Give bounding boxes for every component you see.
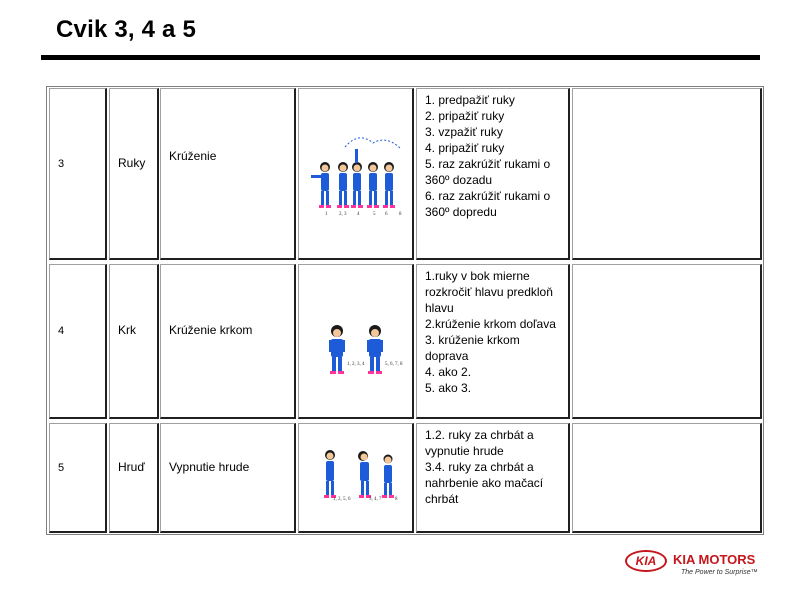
row-4-part-cell	[109, 264, 159, 419]
exercise-name: Vypnutie hrude	[169, 460, 250, 474]
body-part: Ruky	[118, 156, 146, 170]
body-part: Hruď	[118, 460, 145, 474]
exercise-table	[46, 86, 764, 535]
row-5-number-cell	[49, 423, 107, 533]
row-4-number-cell	[49, 264, 107, 419]
figure-number: 4	[357, 212, 360, 217]
figure-3	[351, 149, 363, 208]
row-number: 3	[58, 158, 65, 170]
row-5-name-cell	[160, 423, 296, 533]
figure-number: 8	[399, 212, 402, 217]
body-part: Krk	[118, 323, 136, 337]
row-3-empty-cell	[572, 88, 762, 260]
figure-number: 1	[325, 212, 328, 217]
row-4-name-cell	[160, 264, 296, 419]
logo-tagline: The Power to Surprise™	[681, 569, 758, 576]
arm-circling-figures	[307, 109, 407, 229]
figure-2	[358, 451, 371, 498]
figure-number: 1, 2, 3, 4	[347, 362, 365, 367]
row-3-figure-cell	[298, 88, 414, 260]
row-4-empty-cell	[572, 264, 762, 419]
row-4-description-cell	[416, 264, 570, 419]
row-number: 4	[58, 325, 65, 337]
kia-motors-logo	[625, 548, 765, 582]
row-3-name-cell	[160, 88, 296, 260]
kia-oval-mark: KIA	[625, 550, 667, 572]
exercise-description: 1. predpažiť ruky 2. pripažiť ruky 3. vzpažiť ruky 4. pripažiť ruky 5. raz zakrúžiť rukami o 360º dozadu 6. raz zakrúžiť rukami o 360º dopredu	[425, 93, 551, 219]
exercise-description: 1.ruky v bok mierne rozkročiť hlavu predkloň hlavu 2.krúženie krkom doľava 3. krúženie krkom doprava 4. ako 2. 5. ako 3.	[425, 269, 556, 395]
figure-number: 8	[395, 497, 398, 502]
figure-number: 2, 3	[339, 212, 347, 217]
neck-circling-figures	[307, 285, 407, 395]
figure-number: 3, 4, 7	[369, 497, 382, 502]
row-3-description-cell	[416, 88, 570, 260]
row-5-description-cell	[416, 423, 570, 533]
page-title: Cvik 3, 4 a 5	[56, 16, 197, 43]
exercise-description: 1.2. ruky za chrbát a vypnutie hrude 3.4. ruky za chrbát a nahrbenie ako mačací chrbát	[425, 428, 544, 506]
figure-4	[367, 162, 379, 208]
figure-number: 1, 2, 5, 6	[333, 497, 351, 502]
row-5-figure-cell	[298, 423, 414, 533]
figure-number: 5	[373, 212, 376, 217]
row-3-number-cell	[49, 88, 107, 260]
chest-stretch-figures	[307, 444, 407, 524]
figure-2	[337, 162, 349, 208]
row-3-part-cell	[109, 88, 159, 260]
exercise-name: Krúženie	[169, 149, 217, 163]
figure-1	[329, 325, 345, 374]
row-5-empty-cell	[572, 423, 762, 533]
row-4-figure-cell	[298, 264, 414, 419]
logo-brand-name: KIA MOTORS	[673, 552, 756, 567]
title-divider	[41, 55, 760, 60]
figure-1	[311, 162, 331, 208]
exercise-name: Krúženie krkom	[169, 323, 253, 337]
figure-5	[383, 162, 395, 208]
row-number: 5	[58, 462, 65, 474]
figure-3	[382, 455, 394, 499]
figure-1	[324, 450, 336, 498]
figure-2	[367, 325, 383, 374]
figure-number: 5, 6, 7, 8	[385, 362, 403, 367]
row-5-part-cell	[109, 423, 159, 533]
figure-number: 6	[385, 212, 388, 217]
